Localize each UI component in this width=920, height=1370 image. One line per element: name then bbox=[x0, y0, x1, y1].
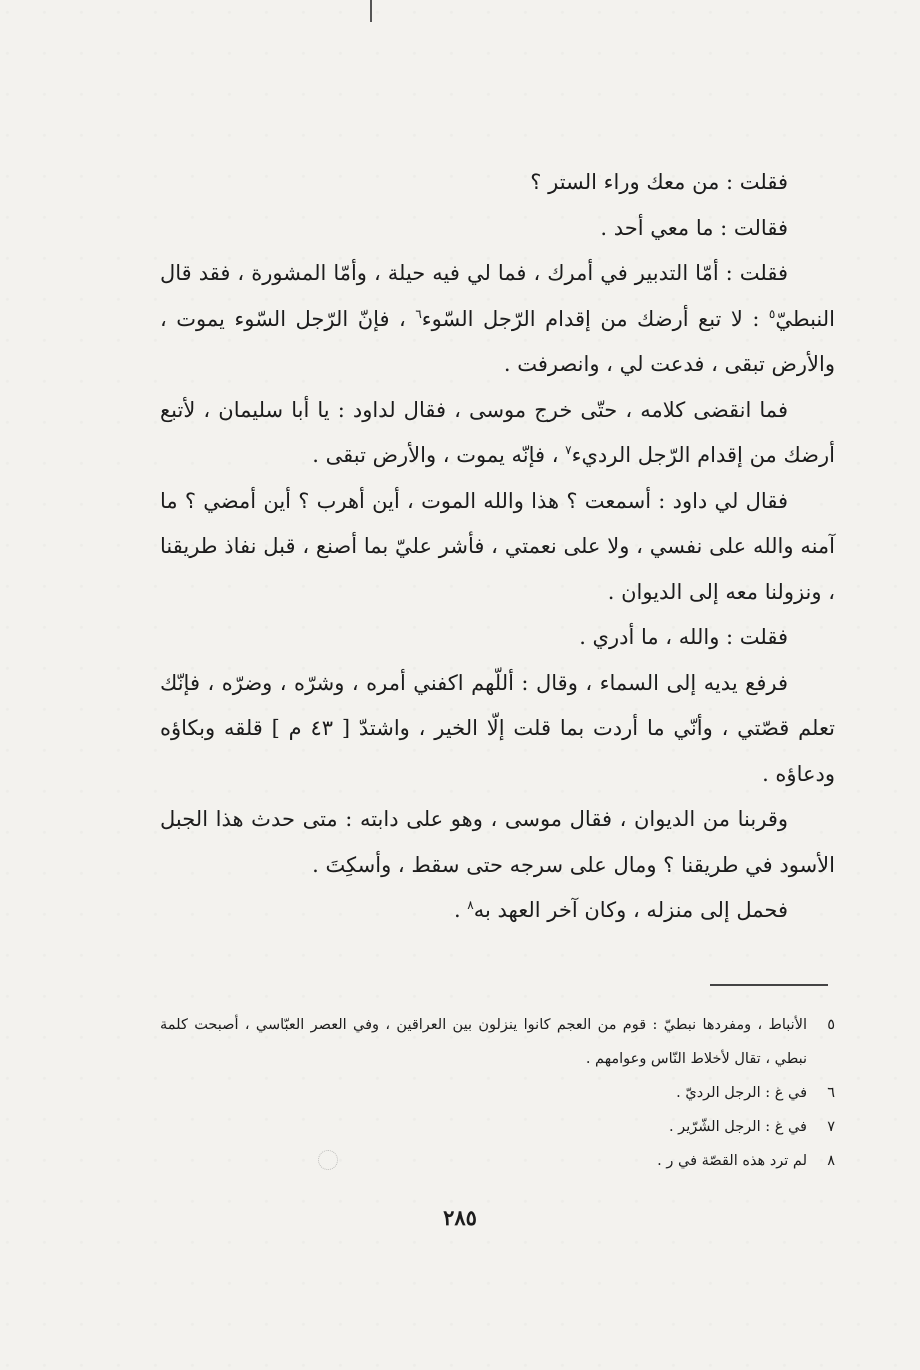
footnote-ref-5: ٥ bbox=[768, 306, 776, 321]
main-text bbox=[160, 160, 835, 934]
footnote-text: في غ : الرجل الشّرّير . bbox=[668, 1119, 807, 1135]
footnote-number: ٦ bbox=[827, 1085, 835, 1101]
footnotes bbox=[160, 1008, 835, 1178]
footnote-divider bbox=[710, 984, 828, 986]
footnote-item bbox=[160, 1008, 835, 1076]
ink-smudge bbox=[318, 1150, 338, 1170]
footnote-item bbox=[160, 1144, 835, 1178]
page-number: ٢٨٥ bbox=[443, 1205, 477, 1230]
footnote-text: في غ : الرجل الرديّ . bbox=[676, 1085, 807, 1101]
footnote-number: ٨ bbox=[827, 1153, 835, 1169]
gutter-mark bbox=[370, 0, 372, 22]
footnote-item bbox=[160, 1076, 835, 1110]
paragraph-8: وقربنا من الديوان ، فقال موسى ، وهو على دابته : متى حدث هذا الجبل الأسود في طريقنا ؟ ومال على سرجه حتى سقط ، وأسكِتَ . bbox=[160, 807, 835, 877]
paragraph-1: فقلت : من معك وراء الستر ؟ bbox=[530, 170, 788, 194]
paragraph-2: فقالت : ما معي أحد . bbox=[600, 215, 788, 240]
paragraph-6: فقلت : والله ، ما أدري . bbox=[579, 625, 788, 649]
footnote-item bbox=[160, 1110, 835, 1144]
footnote-text: لم ترد هذه القصّة في ر . bbox=[657, 1153, 807, 1169]
footnote-ref-8: ٨ bbox=[467, 898, 474, 912]
paragraph-3: فقلت : أمّا التدبير في أمرك ، فما لي فيه حيلة ، وأمّا المشورة ، فقد قال النبطيّ$^٥$ : لا تبع أرضك من إقدام الرّجل السّوء$^٦$ ، فإنّ الرّجل السّوء يموت ، والأرض تبقى ، فدعت لي ، وانصرفت . bbox=[160, 261, 835, 376]
paragraph-4: فما انقضى كلامه ، حتّى خرج موسى ، فقال لداود : يا أبا سليمان ، لأتبع أرضك من إقدام الرّجل الرديء$^٧$ ، فإنّه يموت ، والأرض تبقى . bbox=[160, 397, 835, 467]
footnote-ref-6: ٦ bbox=[415, 306, 422, 321]
footnote-number: ٧ bbox=[827, 1119, 835, 1135]
paragraph-7: فرفع يديه إلى السماء ، وقال : أللّهم اكفني أمره ، وشرّه ، وضرّه ، فإنّك تعلم قصّتي ، وأنّي ما أردت بما قلت إلّا الخير ، واشتدّ [ ٤٣ م ] قلقه وبكاؤه ودعاؤه . bbox=[160, 670, 835, 786]
footnote-number: ٥ bbox=[827, 1017, 835, 1033]
footnote-text: الأنباط ، ومفردها نبطيّ : قوم من العجم كانوا ينزلون بين العراقين ، وفي العصر العبّاسي ، أصبحت كلمة نبطي ، تقال لأخلاط النّاس وعوامهم . bbox=[160, 1017, 807, 1067]
paragraph-9: فحمل إلى منزله ، وكان آخر العهد به$^٨$ . bbox=[453, 898, 788, 922]
paragraph-5: فقال لي داود : أسمعت ؟ هذا والله الموت ، أين أهرب ؟ أين أمضي ؟ ما آمنه والله على نفسي ، ولا على نعمتي ، فأشر عليّ بما أصنع ، قبل نفاذ طريقنا ، ونزولنا معه إلى الديوان . bbox=[160, 488, 835, 604]
footnote-ref-7: ٧ bbox=[565, 443, 572, 457]
